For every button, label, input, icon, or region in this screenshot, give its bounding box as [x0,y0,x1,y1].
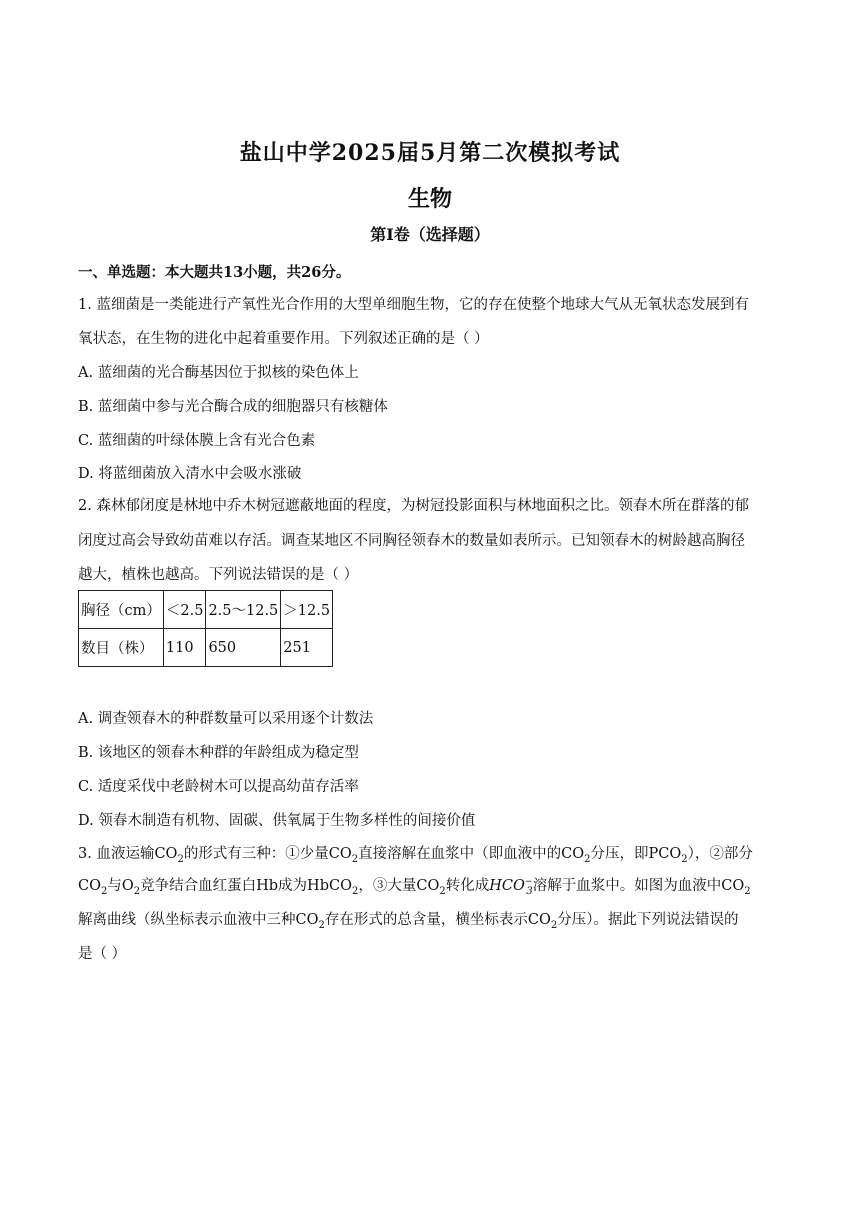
table-row [79,629,333,667]
q1-option-c: C. 蓝细菌的叶绿体膜上含有光合色素 [78,433,316,449]
section-heading: 一、单选题：本大题共13小题，共26分。 [78,264,351,281]
q2-option-a: A. 调查领春木的种群数量可以采用逐个计数法 [78,711,374,727]
table-cell: ＜2.5 [163,591,206,629]
subscript: 2 [439,885,446,897]
subscript: 2 [100,885,108,897]
q3-text: 直接溶解在血浆中（即血液中的CO [358,846,585,862]
q2-option-d: D. 领春木制造有机物、固碳、供氧属于生物多样性的间接价值 [78,813,476,829]
q1-option-d: D. 将蓝细菌放入清水中会吸水涨破 [78,466,302,482]
q3-text: 分压）。据此下列说法错误的 [557,912,739,928]
q3-text: 的形式有三种：①少量CO [183,846,352,862]
q1-option-b: B. 蓝细菌中参与光合酶合成的细胞器只有核糖体 [78,399,388,415]
q3-text: 竞争结合血红蛋白Hb成为HbCO [140,878,352,894]
subscript: 2 [318,919,325,931]
q3-text: ），②部分 [687,846,753,862]
table-cell: 650 [206,629,281,667]
subscript: 2 [681,853,688,865]
q3-text: 溶解于血浆中。如图为血液中CO [532,878,745,894]
q3-text: 解离曲线（纵坐标表示血液中三种CO [78,912,319,928]
subscript: 2 [584,853,591,865]
q3-stem-line3 [78,908,738,931]
q3-stem-line2 [78,874,751,897]
subject-title: 生物 [407,186,452,212]
q2-option-b: B. 该地区的领春木种群的年龄组成为稳定型 [78,745,359,761]
q2-stem-line2: 闭度过高会导致幼苗难以存活。调查某地区不同胸径领春木的数量如表所示。已知领春木的树龄越高胸径 [78,533,745,549]
table-cell: 数目（株） [79,629,164,667]
q1-stem-line1: 1. 蓝细菌是一类能进行产氧性光合作用的大型单细胞生物，它的存在使整个地球大气从无氧状态发展到有 [78,297,749,313]
superscript: − [524,877,533,888]
exam-title: 盐山中学2025届5月第二次模拟考试 [239,140,621,166]
subscript: 3 [526,885,533,897]
q3-stem-line4: 是（ ） [78,946,127,962]
table-cell: 251 [281,629,333,667]
q3-text: 转化成 [445,878,490,894]
q2-option-c: C. 适度采伐中老龄树木可以提高幼苗存活率 [78,779,359,795]
q1-option-a: A. 蓝细菌的光合酶基因位于拟核的染色体上 [78,365,359,381]
table-cell: ＞12.5 [281,591,333,629]
bicarbonate-formula [489,877,533,897]
q3-text: 存在形式的总含量，横坐标表示CO [324,912,551,928]
q3-text: 分压，即PCO [590,846,682,862]
table-cell: 胸径（cm） [79,591,164,629]
formula-text: HCO [489,878,525,894]
q3-text: ，③大量CO [358,878,440,894]
table-cell: 110 [163,629,206,667]
q3-text: CO [78,878,101,894]
table-cell: 2.5～12.5 [206,591,281,629]
q1-stem-line2: 氧状态，在生物的进化中起着重要作用。下列叙述正确的是（ ） [78,331,489,347]
q3-stem-line1 [78,842,753,865]
subscript: 2 [351,853,359,865]
q2-stem-line3: 越大，植株也越高。下列说法错误的是（ ） [78,567,359,583]
subscript: 2 [351,885,359,897]
subscript: 2 [177,853,184,865]
subscript: 2 [550,919,558,931]
table-row [79,591,333,629]
volume-title: 第I卷（选择题） [370,225,490,244]
subscript: 2 [744,885,751,897]
diameter-count-table [78,590,333,667]
q3-text: 3. 血液运输CO [78,846,178,862]
subscript: 2 [133,885,141,897]
q3-text: 与O [107,878,134,894]
q2-stem-line1: 2. 森林郁闭度是林地中乔木树冠遮蔽地面的程度，为树冠投影面积与林地面积之比。领春木所在群落的郁 [78,498,749,514]
